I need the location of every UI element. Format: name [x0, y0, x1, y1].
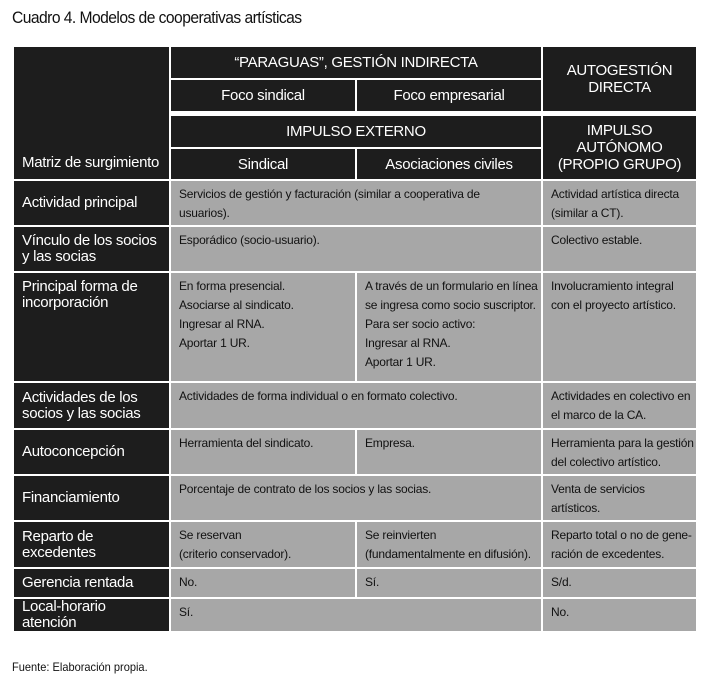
header-autogestion: AUTOGESTIÓN DIRECTA: [542, 46, 697, 112]
header-foco-sindical: Foco sindical: [170, 79, 356, 112]
cell-actividad-principal-gestion: Servicios de gestión y facturación (similar a cooperativa de usuarios).: [170, 180, 542, 226]
cell-local-auto: No.: [542, 598, 697, 632]
cell-vinculo-auto: Colectivo estable.: [542, 226, 697, 272]
row-header-line: Principal forma de: [22, 278, 138, 295]
row-header-vinculo: [13, 226, 170, 272]
cell-autoconcepcion-sindical: Herramienta del sindicato.: [170, 429, 356, 475]
header-asociaciones-civiles: Asociaciones civiles: [356, 148, 542, 180]
row-header-line: socios y las socias: [22, 404, 141, 422]
row-header-autoconcepcion: Autoconcepción: [13, 429, 170, 475]
cell-actividades-auto: [542, 382, 697, 429]
cell-line: Herramienta para la gestión: [551, 436, 694, 450]
cell-line: (similar a CT).: [551, 206, 624, 220]
cell-vinculo-gestion: Esporádico (socio-usuario).: [170, 226, 542, 272]
table-source: Fuente: Elaboración propia.: [12, 660, 148, 674]
cell-gerencia-empresarial: Sí.: [356, 568, 542, 598]
cell-financiamiento-auto: [542, 475, 697, 521]
cell-line: Actividades en colectivo en: [551, 389, 691, 403]
cell-line: (criterio conservador).: [179, 547, 292, 561]
cell-line: Se reservan: [179, 528, 242, 542]
row-header-actividad-principal: Actividad principal: [13, 180, 170, 226]
cell-line: Aportar 1 UR.: [365, 355, 436, 369]
row-header-line: Actividades de los: [22, 388, 138, 406]
cell-line: A través de un formulario en línea: [365, 279, 538, 293]
cell-line: Ingresar al RNA.: [365, 336, 451, 350]
cell-actividad-principal-auto: [542, 180, 697, 226]
row-header-financiamiento: Financiamiento: [13, 475, 170, 521]
cell-line: ración de excedentes.: [551, 547, 665, 561]
cell-reparto-empresarial: [356, 521, 542, 568]
cell-line: artísticos.: [551, 501, 601, 515]
cell-gerencia-auto: S/d.: [542, 568, 697, 598]
cell-line: Ingresar al RNA.: [179, 317, 265, 331]
header-paraguas: “PARAGUAS”, GESTIÓN INDIRECTA: [170, 46, 542, 79]
cell-financiamiento-gestion: Porcentaje de contrato de los socios y las socias.: [170, 475, 542, 521]
row-header-reparto: Reparto de excedentes: [13, 521, 170, 568]
cell-line: Venta de servicios: [551, 482, 645, 496]
row-header-gerencia: Gerencia rentada: [13, 568, 170, 598]
cooperative-models-table: [12, 45, 698, 633]
row-header-line: y las socias: [22, 248, 96, 265]
cell-line: Se reinvierten: [365, 528, 437, 542]
cell-incorporacion-sindical: [170, 272, 356, 382]
cell-reparto-auto: [542, 521, 697, 568]
cell-autoconcepcion-auto: [542, 429, 697, 475]
cell-line: (fundamentalmente en difusión).: [365, 547, 531, 561]
header-impulso-autonomo-text: IMPULSO AUTÓNOMO (PROPIO GRUPO): [557, 122, 682, 173]
row-header-local: Local-horario atención: [13, 598, 170, 632]
header-corner-cell: [13, 46, 170, 180]
cell-line: se ingresa como socio suscriptor.: [365, 298, 536, 312]
header-sindical: Sindical: [170, 148, 356, 180]
cell-line: con el proyecto artístico.: [551, 298, 676, 312]
cell-line: Reparto total o no de gene-: [551, 528, 692, 542]
header-foco-empresarial: Foco empresarial: [356, 79, 542, 112]
row-header-line: Vínculo de los socios: [22, 232, 157, 249]
cell-line: el marco de la CA.: [551, 408, 647, 422]
table-caption: Cuadro 4. Modelos de cooperativas artísticas: [12, 8, 302, 27]
cell-line: Actividad artística directa: [551, 187, 679, 201]
cell-line: del colectivo artístico.: [551, 455, 661, 469]
cell-line: Asociarse al sindicato.: [179, 298, 294, 312]
row-header-incorporacion: [13, 272, 170, 382]
cell-line: Para ser socio activo:: [365, 317, 476, 331]
cell-incorporacion-auto: [542, 272, 697, 382]
cell-line: En forma presencial.: [179, 279, 286, 293]
cell-incorporacion-empresarial: [356, 272, 542, 382]
cell-autoconcepcion-empresarial: Empresa.: [356, 429, 542, 475]
header-matriz: Matriz de surgimiento: [22, 154, 160, 171]
cell-local-gestion: Sí.: [170, 598, 542, 632]
cell-actividades-gestion: Actividades de forma individual o en formato colectivo.: [170, 382, 542, 429]
header-impulso-autonomo: [542, 115, 697, 180]
row-header-line: incorporación: [22, 294, 109, 311]
row-header-actividades: [13, 382, 170, 429]
cell-gerencia-sindical: No.: [170, 568, 356, 598]
header-impulso-externo: IMPULSO EXTERNO: [170, 115, 542, 148]
cell-line: Involucramiento integral: [551, 279, 674, 293]
cell-reparto-sindical: [170, 521, 356, 568]
cell-line: Aportar 1 UR.: [179, 336, 250, 350]
